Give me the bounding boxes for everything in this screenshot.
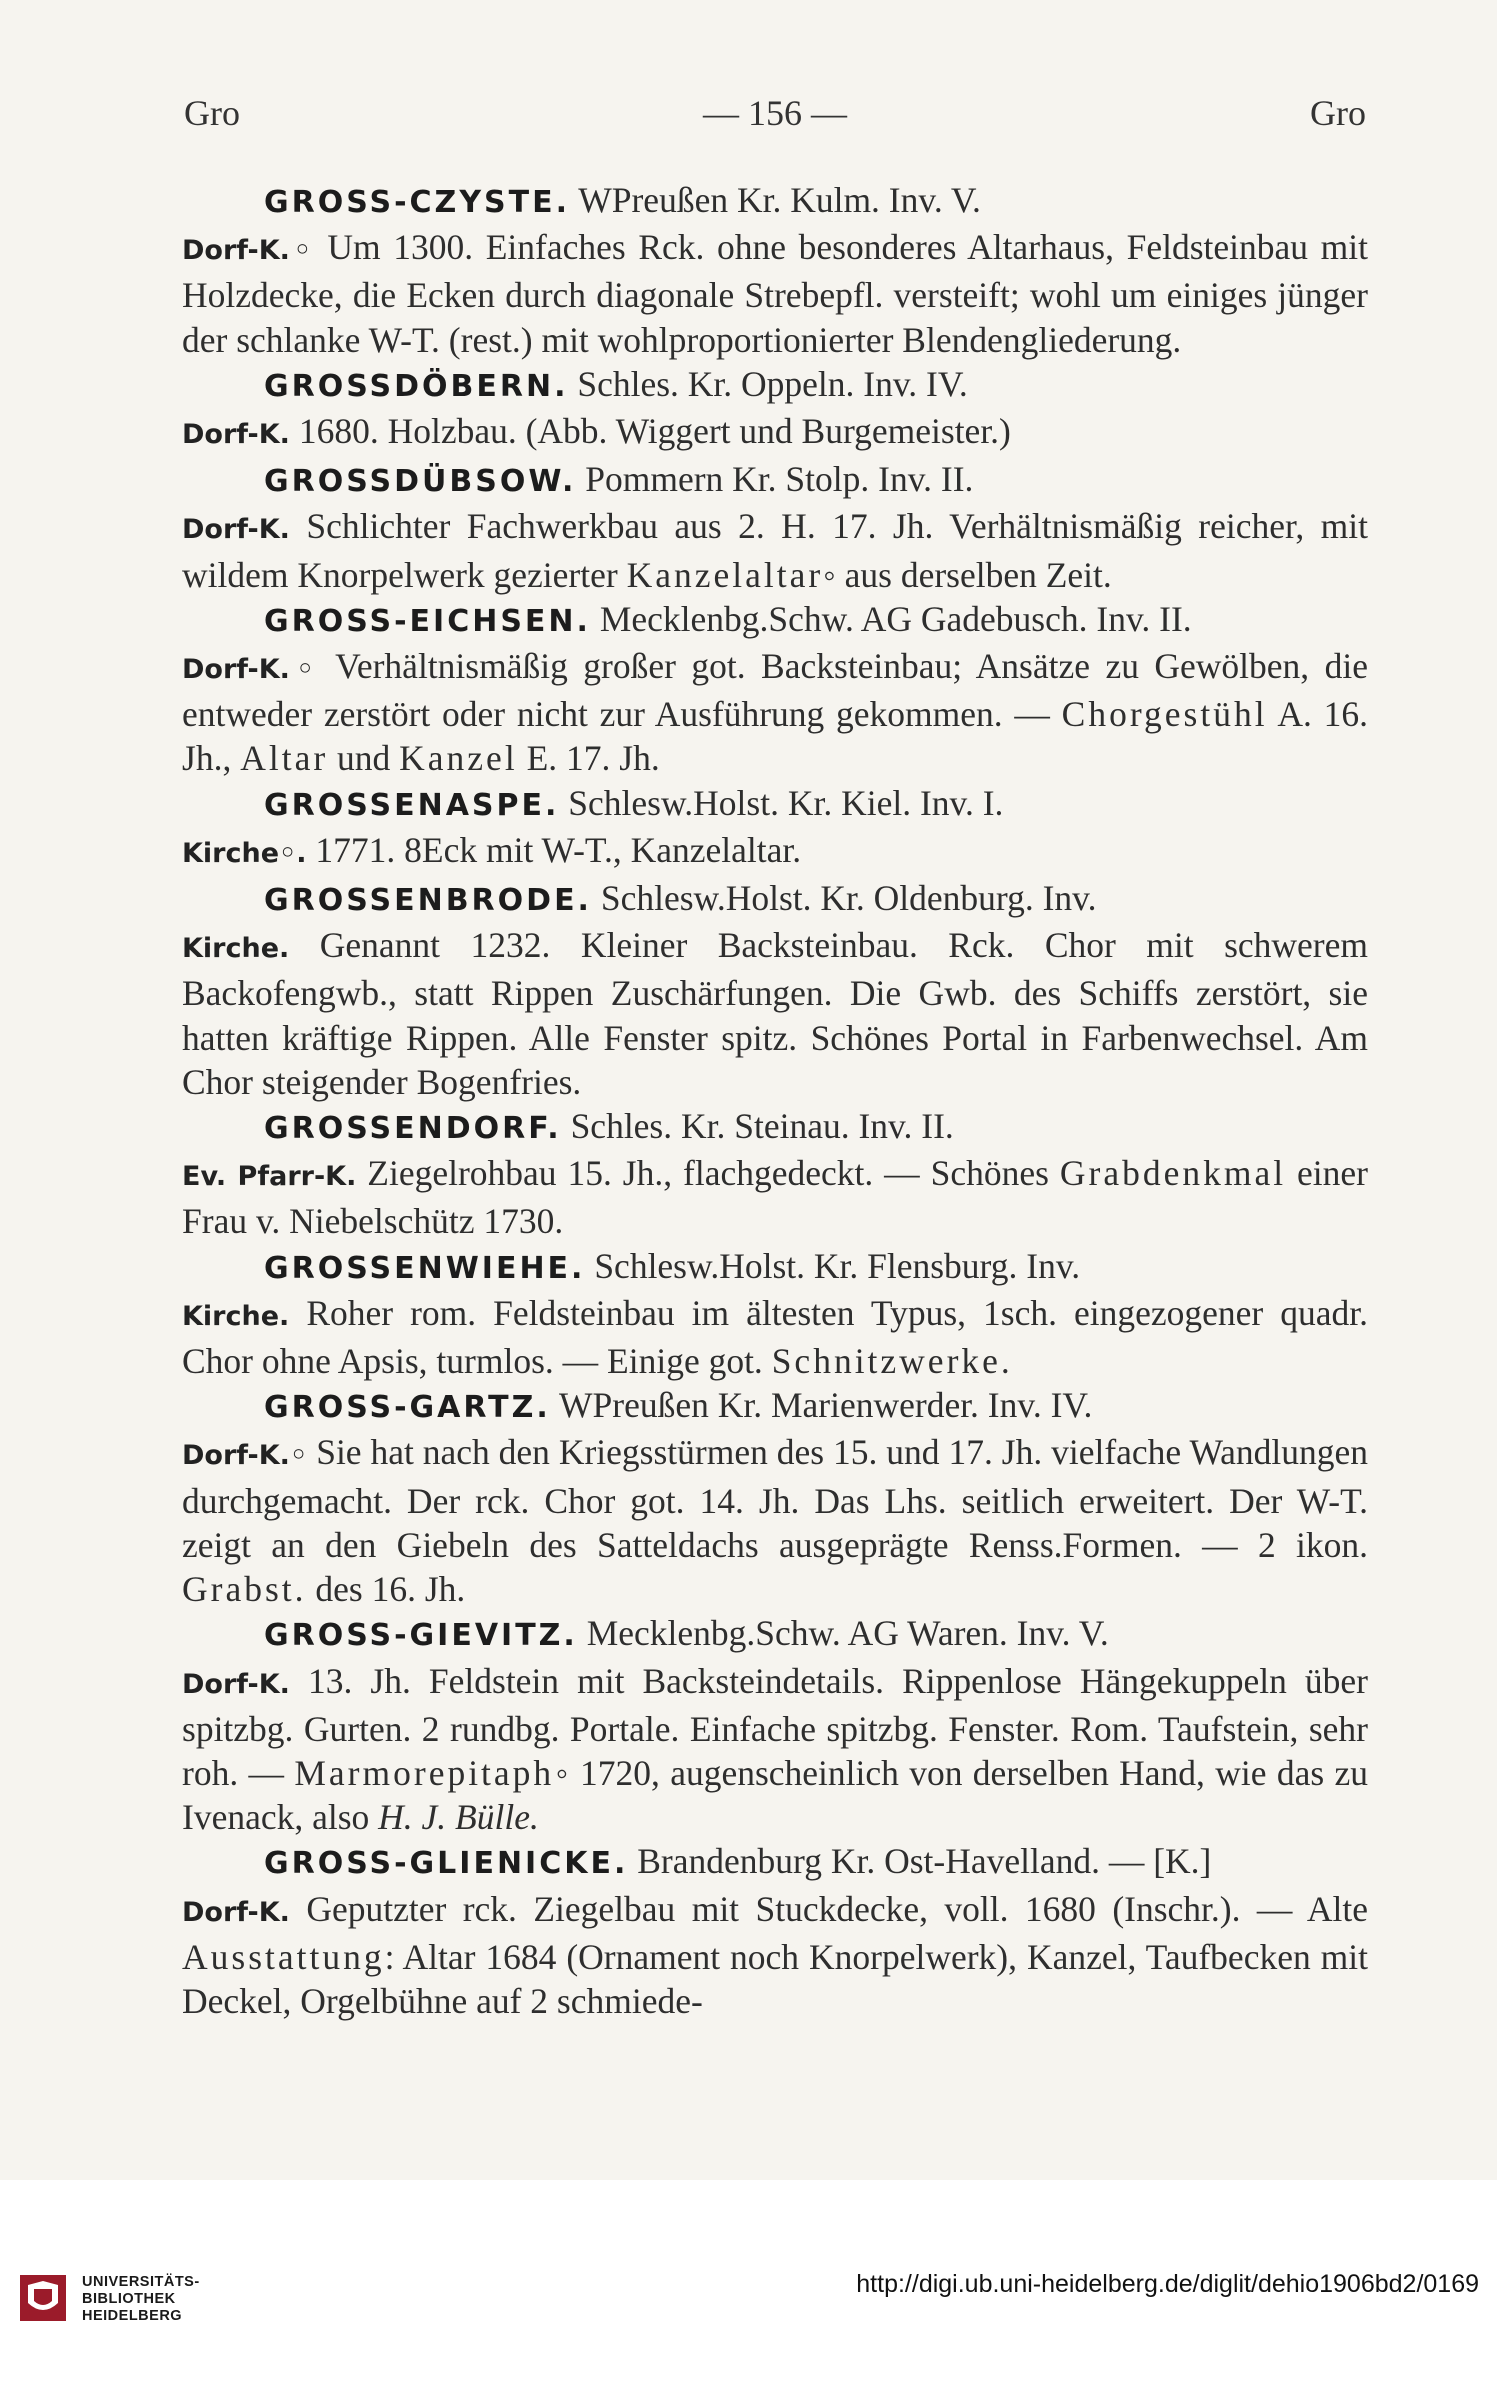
entry-body [182,644,1368,781]
entry-region: Brandenburg Kr. Ost-Havelland. — [K.] [637,1841,1212,1882]
entry-keyword: GROSS-EICHSEN. [264,603,591,639]
entry-heading-line [182,597,1368,644]
entry-body [182,923,1368,1104]
entry-text: ◦ aus derselben Zeit. [823,554,1112,595]
entry-text: Kanzelaltar [626,554,824,595]
entry-body [182,1659,1368,1840]
logo-line: UNIVERSITÄTS- [82,2274,200,2290]
entry [182,597,1368,781]
building-label: Ev. Pfarr-K. [182,1161,357,1193]
entry-heading-line [182,1839,1368,1886]
library-logo-text [82,2274,200,2325]
entry-body [182,504,1368,596]
entry-text: H. J. Bülle. [378,1797,539,1838]
entry-text: Verhältnismäßig großer got. Backsteinbau; Ansätze zu Gewölben, die entweder zerstört oder nicht zur Ausführung gekommen. — [182,646,1368,735]
building-label: Dorf-K. [182,1668,290,1700]
entry [182,781,1368,876]
entry [182,876,1368,1104]
entry [182,1611,1368,1839]
entry-region: Schlesw.Holst. Kr. Oldenburg. Inv. [600,878,1097,919]
entry-text: Geputzter rck. Ziegelbau mit Stuckdecke, voll. 1680 (Inschr.). — Alte [289,1888,1368,1929]
entry-heading-line [182,1244,1368,1291]
entry-region: WPreußen Kr. Marienwerder. Inv. IV. [559,1385,1093,1426]
entry-text: . [1000,1341,1010,1382]
entry [182,457,1368,597]
entry-text: Schnitzwerke [771,1341,1001,1382]
logo-line: BIBLIOTHEK [82,2291,176,2307]
entry-heading-line [182,1104,1368,1151]
entry-text: Marmorepitaph [294,1752,555,1793]
entry-text: Grabst. [182,1569,307,1610]
entry [182,1104,1368,1244]
entry-body [182,1291,1368,1383]
entry-heading-line [182,781,1368,828]
entry-heading-line [182,1611,1368,1658]
building-label: Kirche. [182,1300,290,1332]
entries-list [182,178,1368,2023]
running-head-right: Gro [1310,93,1366,133]
entry-text: Ausstattung [182,1936,385,1977]
entry-keyword: GROSSENASPE. [264,787,560,823]
footer [0,2180,1497,2384]
entry-text: : Altar 1684 (Ornament noch Knorpelwerk), Kanzel, Taufbecken mit Deckel, Orgelbühne auf 2 schmiede- [182,1936,1368,2021]
entry-heading-line [182,362,1368,409]
entry-heading-line [182,178,1368,225]
entry-keyword: GROSSDÜBSOW. [264,464,577,500]
entry [182,1383,1368,1611]
entry-text: und [328,738,400,779]
entry-text: Kanzel [399,738,518,779]
entry-text: 13. Jh. Feldstein mit Backsteindetails. Rippenlose Hängekuppeln über spitzbg. Gurten. 2 rundbg. Portale. Einfache spitzbg. Fenster. Rom. Taufstein, sehr roh. — [182,1660,1368,1793]
entry-heading-line [182,457,1368,504]
entry-text: A. 16. Jh., [182,694,1368,779]
entry-text: 1771. 8Eck mit W-T., Kanzelaltar. [306,829,802,870]
page-number: — 156 — [703,93,847,133]
logo-line: HEIDELBERG [82,2308,183,2324]
entry-body [182,1151,1368,1243]
entry-text: Schlichter Fachwerkbau aus 2. H. 17. Jh. Verhältnismäßig reicher, mit wildem Knorpelwerk gezierter [182,506,1368,595]
entry-text: des 16. Jh. [306,1569,466,1610]
entry [182,1244,1368,1384]
entry-keyword: GROSS-CZYSTE. [264,185,570,220]
running-head-left: Gro [184,93,240,133]
entry [182,1839,1368,2023]
entry-text: Um 1300. Einfaches Rck. ohne besonderes Altarhaus, Feldsteinbau mit Holzdecke, die Ecken durch diagonale Strebepfl. versteift; wohl um einiges jünger der schlanke W-T. (rest.) mit wohlproportionierter Blendengliederung. [182,227,1368,360]
entry-heading-line [182,876,1368,923]
entry-body [182,1887,1368,2024]
building-label: Dorf-K.◦ [182,654,321,686]
entry-text: Chorgestühl [1061,694,1268,735]
entry-text: ◦ 1720, augenscheinlich von derselben Hand, wie das zu Ivenack, also [182,1752,1368,1838]
entry-keyword: GROSS-GARTZ. [264,1390,551,1426]
entry-text: 1680. Holzbau. (Abb. Wiggert und Burgemeister.) [289,411,1011,452]
entry-keyword: GROSS-GLIENICKE. [264,1846,629,1882]
building-label: Dorf-K. [182,514,290,546]
entry-text: einer Frau v. Niebelschütz 1730. [182,1153,1368,1242]
entry-text: E. 17. Jh. [517,738,660,779]
entry-body [182,409,1368,457]
entry-text: Genannt 1232. Kleiner Backsteinbau. Rck. Chor mit schwerem Backofengwb., statt Rippen Zuschärfungen. Die Gwb. des Schiffs zerstört, sie hatten kräftige Rippen. Alle Fenster spitz. Schönes Portal in Farbenwechsel. Am Chor steigender Bogenfries. [182,925,1368,1102]
building-label: Kirche◦. [182,837,307,869]
entry-body [182,225,1368,362]
entry-keyword: GROSSENBRODE. [264,883,592,919]
entry [182,362,1368,457]
entry-text: Grabdenkmal [1059,1153,1287,1194]
entry-keyword: GROSSDÖBERN. [264,368,569,404]
entry-region: Schlesw.Holst. Kr. Flensburg. Inv. [594,1245,1081,1286]
entry-region: Mecklenbg.Schw. AG Gadebusch. Inv. II. [599,598,1192,639]
entry-keyword: GROSSENDORF. [264,1111,562,1147]
entry-text: Ziegelrohbau 15. Jh., flachgedeckt. — Schönes [356,1153,1060,1194]
building-label: Dorf-K.◦ [182,1440,308,1472]
entry-region: WPreußen Kr. Kulm. Inv. V. [578,180,981,220]
entry-text: Roher rom. Feldsteinbau im ältesten Typus, 1sch. eingezogener quadr. Chor ohne Apsis, turmlos. — Einige got. [182,1292,1368,1382]
entry-region: Mecklenbg.Schw. AG Waren. Inv. V. [586,1613,1109,1654]
entry-region: Schles. Kr. Steinau. Inv. II. [570,1106,954,1147]
entry [182,178,1368,362]
entry-region: Pommern Kr. Stolp. Inv. II. [585,459,974,500]
entry-region: Schlesw.Holst. Kr. Kiel. Inv. I. [568,782,1004,823]
entry-text: Altar [240,738,329,779]
entry-body [182,1430,1368,1611]
entry-body [182,828,1368,876]
entry-keyword: GROSS-GIEVITZ. [264,1618,578,1654]
entry-heading-line [182,1383,1368,1430]
source-url-link[interactable]: http://digi.ub.uni-heidelberg.de/diglit/dehio1906bd2/0169 [856,2270,1479,2298]
university-seal-icon [18,2273,68,2323]
entry-keyword: GROSSENWIEHE. [264,1250,586,1286]
building-label: Kirche. [182,933,290,965]
building-label: Dorf-K. [182,1896,290,1928]
entry-region: Schles. Kr. Oppeln. Inv. IV. [577,363,968,404]
building-label: Dorf-K. [182,419,290,451]
building-label: Dorf-K.◦ [182,235,315,267]
entry-text: Sie hat nach den Kriegsstürmen des 15. und 17. Jh. vielfache Wandlungen durchgemacht. Der rck. Chor got. 14. Jh. Das Lhs. seitlich erweitert. Der W-T. zeigt an den Giebeln des Satteldachs ausgeprägte Renss.Formen. — 2 ikon. [182,1432,1368,1565]
